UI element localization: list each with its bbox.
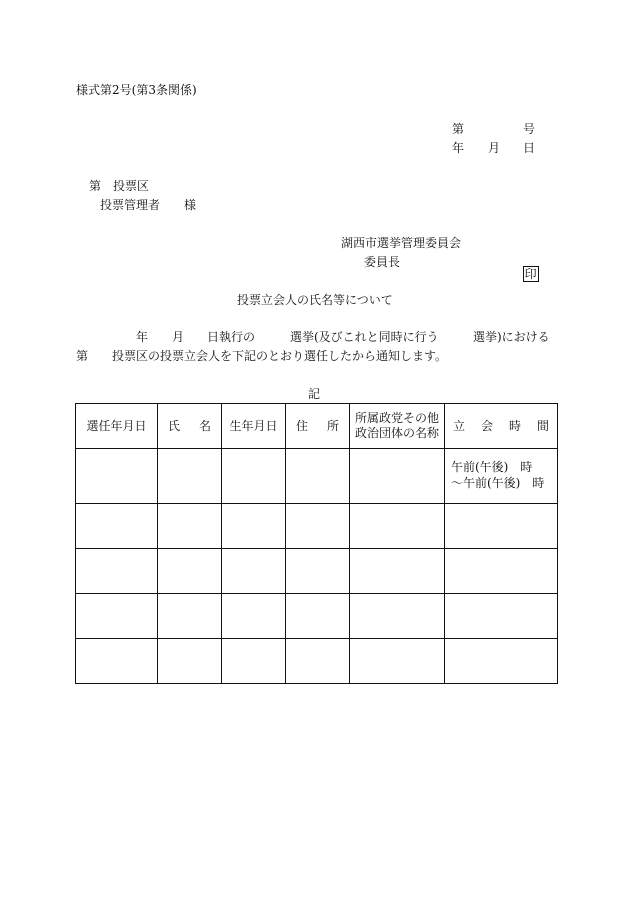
ki-heading: 記 bbox=[308, 387, 321, 401]
cell-appointed-date[interactable] bbox=[76, 549, 158, 594]
header-time-d: 間 bbox=[536, 418, 549, 433]
cell-appointed-date[interactable] bbox=[76, 504, 158, 549]
header-address-a: 住 bbox=[296, 418, 309, 433]
cell-attendance-time[interactable] bbox=[445, 594, 558, 639]
header-name bbox=[158, 404, 222, 449]
cell-party[interactable] bbox=[350, 549, 445, 594]
cell-party[interactable] bbox=[350, 504, 445, 549]
cell-birth-date[interactable] bbox=[222, 594, 286, 639]
table-row bbox=[76, 449, 558, 504]
body-election: 選挙(及びこれと同時に行う bbox=[290, 330, 439, 344]
time-from: 午前(午後) 時 bbox=[451, 460, 533, 474]
header-party bbox=[350, 404, 445, 449]
cell-birth-date[interactable] bbox=[222, 639, 286, 684]
table-header-row bbox=[76, 404, 558, 449]
header-time-b: 会 bbox=[480, 418, 493, 433]
body-election-concurrent: 選挙)における bbox=[473, 330, 550, 344]
form-label: 様式第2号(第3条関係) bbox=[76, 83, 197, 97]
cell-party[interactable] bbox=[350, 639, 445, 684]
cell-name[interactable] bbox=[158, 449, 222, 504]
cell-party[interactable] bbox=[350, 594, 445, 639]
cell-name[interactable] bbox=[158, 549, 222, 594]
cell-name[interactable] bbox=[158, 639, 222, 684]
table-row bbox=[76, 504, 558, 549]
header-name-b: 名 bbox=[198, 418, 211, 433]
ref-date-month: 月 bbox=[488, 141, 501, 155]
body-district-prefix: 第 bbox=[76, 349, 89, 363]
cell-attendance-time[interactable] bbox=[445, 639, 558, 684]
cell-appointed-date[interactable] bbox=[76, 594, 158, 639]
header-appointed-date: 選任年月日 bbox=[76, 404, 158, 449]
cell-address[interactable] bbox=[286, 504, 350, 549]
ref-date-year: 年 bbox=[452, 141, 465, 155]
cell-appointed-date[interactable] bbox=[76, 449, 158, 504]
sender-title: 委員長 bbox=[364, 255, 401, 269]
header-address bbox=[286, 404, 350, 449]
header-party-line1: 所属政党その他 bbox=[354, 411, 439, 425]
body-year: 年 bbox=[136, 330, 149, 344]
cell-party[interactable] bbox=[350, 449, 445, 504]
header-birth-date: 生年月日 bbox=[222, 404, 286, 449]
table-row bbox=[76, 639, 558, 684]
body-notice-text: 投票区の投票立会人を下記のとおり選任したから通知します。 bbox=[112, 349, 448, 363]
ref-number-prefix: 第 bbox=[452, 122, 465, 136]
cell-attendance-time[interactable] bbox=[445, 549, 558, 594]
cell-address[interactable] bbox=[286, 449, 350, 504]
time-to: 〜午前(午後) 時 bbox=[451, 476, 545, 490]
cell-name[interactable] bbox=[158, 504, 222, 549]
cell-attendance-time[interactable] bbox=[445, 449, 558, 504]
sender-organization: 湖西市選挙管理委員会 bbox=[341, 236, 462, 250]
cell-appointed-date[interactable] bbox=[76, 639, 158, 684]
header-party-line2: 政治団体の名称 bbox=[354, 426, 439, 440]
cell-birth-date[interactable] bbox=[222, 549, 286, 594]
seal-box: 印 bbox=[524, 267, 537, 281]
roster-table bbox=[75, 403, 558, 684]
cell-address[interactable] bbox=[286, 549, 350, 594]
table-row bbox=[76, 549, 558, 594]
cell-birth-date[interactable] bbox=[222, 504, 286, 549]
body-month: 月 bbox=[172, 330, 185, 344]
body-day-held: 日執行の bbox=[207, 330, 256, 344]
addressee-district: 第 投票区 bbox=[89, 179, 150, 193]
cell-address[interactable] bbox=[286, 639, 350, 684]
seal-mark bbox=[515, 254, 539, 282]
header-name-a: 氏 bbox=[168, 418, 181, 433]
header-time-c: 時 bbox=[508, 418, 521, 433]
header-time-a: 立 bbox=[453, 418, 466, 433]
cell-birth-date[interactable] bbox=[222, 449, 286, 504]
header-address-b: 所 bbox=[326, 418, 339, 433]
cell-attendance-time[interactable] bbox=[445, 504, 558, 549]
ref-date-day: 日 bbox=[523, 141, 536, 155]
addressee-manager: 投票管理者 様 bbox=[100, 198, 197, 212]
header-attendance-time bbox=[445, 404, 558, 449]
subject-title: 投票立会人の氏名等について bbox=[237, 293, 393, 307]
table-row bbox=[76, 594, 558, 639]
cell-name[interactable] bbox=[158, 594, 222, 639]
ref-number-suffix: 号 bbox=[523, 122, 536, 136]
cell-address[interactable] bbox=[286, 594, 350, 639]
